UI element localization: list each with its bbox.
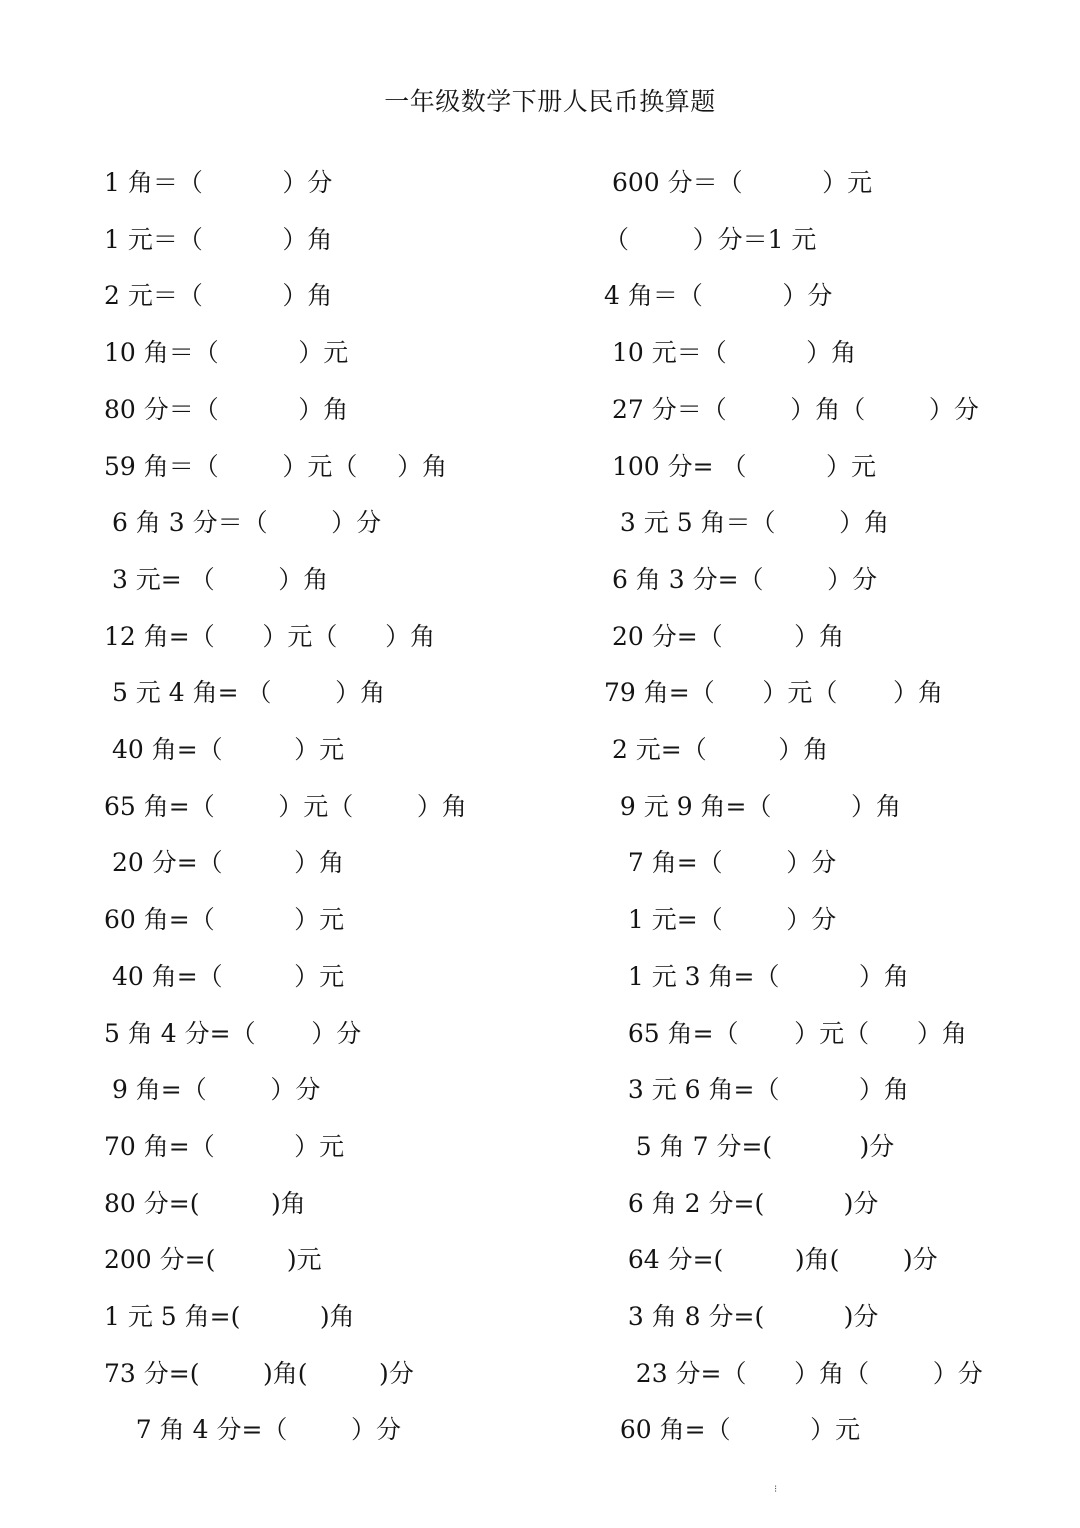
right-problem-9: 20 分=（ ）角 xyxy=(604,621,845,651)
corner-mark: ⁝ xyxy=(774,1484,778,1495)
left-problem-18: 70 角=（ ）元 xyxy=(104,1131,345,1161)
right-problem-19: 6 角 2 分=( )分 xyxy=(604,1188,879,1218)
left-problem-4: 10 角＝（ ）元 xyxy=(104,338,349,368)
right-problem-6: 100 分= （ ）元 xyxy=(604,451,876,481)
right-problem-14: 1 元=（ ）分 xyxy=(604,905,837,935)
left-problem-21: 1 元 5 角=( )角 xyxy=(104,1302,355,1331)
left-problem-16: 5 角 4 分=（ ）分 xyxy=(104,1018,362,1048)
right-problem-3: 4 角＝（ ）分 xyxy=(604,281,833,311)
right-problem-15: 1 元 3 角=（ ）角 xyxy=(604,961,909,991)
right-problem-22: 23 分=（ ）角（ ）分 xyxy=(604,1358,983,1388)
left-problem-2: 1 元＝（ ）角 xyxy=(104,224,333,254)
right-problem-16: 65 角=（ ）元（ ）角 xyxy=(604,1018,967,1048)
left-problem-13: 20 分=（ ）角 xyxy=(104,848,345,878)
left-problem-6: 59 角＝（ ）元（ ）角 xyxy=(104,451,448,481)
left-problem-22: 73 分=( )角( )分 xyxy=(104,1358,414,1388)
left-problem-7: 6 角 3 分＝（ ）分 xyxy=(104,508,382,538)
left-problem-23: 7 角 4 分=（ ）分 xyxy=(104,1415,401,1445)
right-problem-2: （ ）分＝1 元 xyxy=(604,224,817,254)
right-problem-20: 64 分=( )角( )分 xyxy=(604,1245,938,1275)
right-problem-13: 7 角=（ ）分 xyxy=(604,848,837,878)
left-problem-9: 12 角=（ ）元（ ）角 xyxy=(104,621,436,651)
left-problem-19: 80 分=( )角 xyxy=(104,1188,306,1218)
right-problem-4: 10 元＝（ ）角 xyxy=(604,338,857,368)
left-problem-8: 3 元= （ ）角 xyxy=(104,564,329,594)
right-problem-21: 3 角 8 分=( )分 xyxy=(604,1302,879,1331)
right-problem-18: 5 角 7 分=( )分 xyxy=(604,1131,895,1161)
left-problem-15: 40 角=（ ）元 xyxy=(104,961,345,991)
left-problem-3: 2 元＝（ ）角 xyxy=(104,281,333,311)
left-problem-10: 5 元 4 角= （ ）角 xyxy=(104,678,386,708)
left-problem-20: 200 分=( )元 xyxy=(104,1245,322,1275)
right-problem-7: 3 元 5 角＝（ ）角 xyxy=(604,508,890,538)
right-problem-1: 600 分＝（ ）元 xyxy=(604,168,873,197)
right-problem-17: 3 元 6 角=（ ）角 xyxy=(604,1075,909,1105)
left-problem-1: 1 角＝（ ）分 xyxy=(104,168,333,197)
worksheet-title: 一年级数学下册人民币换算题 xyxy=(384,87,716,116)
right-problem-10: 79 角=（ ）元（ ）角 xyxy=(604,678,944,708)
left-problem-11: 40 角=（ ）元 xyxy=(104,735,345,764)
left-problem-5: 80 分＝（ ）角 xyxy=(104,394,349,424)
right-problem-8: 6 角 3 分=（ ）分 xyxy=(604,564,878,594)
left-problem-17: 9 角=（ ）分 xyxy=(104,1075,321,1105)
left-problem-12: 65 角=（ ）元（ ）角 xyxy=(104,791,467,821)
right-problem-23: 60 角=（ ）元 xyxy=(604,1415,861,1445)
right-problem-11: 2 元=（ ）角 xyxy=(604,735,829,764)
left-problem-14: 60 角=（ ）元 xyxy=(104,905,345,935)
right-problem-5: 27 分＝（ ）角（ ）分 xyxy=(604,394,979,424)
right-problem-12: 9 元 9 角=（ ）角 xyxy=(604,791,901,821)
